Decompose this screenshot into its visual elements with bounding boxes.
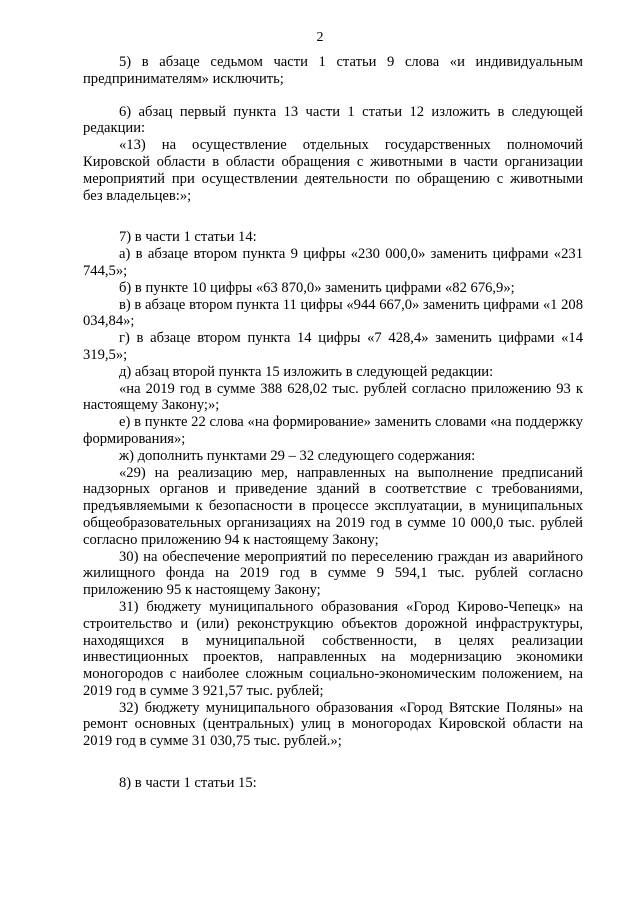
page-number: 2 bbox=[316, 30, 324, 45]
paragraph-item-7: 7) в части 1 статьи 14: bbox=[119, 229, 257, 246]
subitem-b: б) в пункте 10 цифры «63 870,0» заменить цифрами «82 676,9»; bbox=[119, 279, 515, 296]
quoted-item-13: «13) на осуществление отдельных государственных полномочий Кировской области в области обращения с животными в части организации мероприятий при осуществлении деятельности по обращению с животными без владельцев:»; bbox=[83, 137, 583, 204]
subitem-d-quote: «на 2019 год в сумме 388 628,02 тыс. рублей согласно приложению 93 к настоящему Закону;»; bbox=[83, 380, 583, 414]
subitem-g: г) в абзаце втором пункта 14 цифры «7 428,4» заменить цифрами «14 319,5»; bbox=[83, 330, 583, 363]
subitem-v: в) в абзаце втором пункта 11 цифры «944 667,0» заменить цифрами «1 208 034,84»; bbox=[83, 296, 583, 330]
paragraph-item-6: 6) абзац первый пункта 13 части 1 статьи 12 изложить в следующей редакции: bbox=[83, 103, 583, 137]
quoted-item-29: «29) на реализацию мер, направленных на выполнение предписаний надзорных органов и приведение зданий в соответствие с требованиями, предъявляемыми к безопасности в процессе эксплуатации, в муниципальных общеобразовательных организациях на 2019 год в сумме 10 000,0 тыс. рублей согласно приложению 94 к настоящему Закону; bbox=[83, 464, 583, 548]
subitem-e: е) в пункте 22 слова «на формирование» заменить словами «на поддержку формирования»; bbox=[83, 414, 583, 447]
paragraph-item-5: 5) в абзаце седьмом части 1 статьи 9 слова «и индивидуальным предпринимателям» исключить; bbox=[83, 54, 583, 87]
subitem-zh: ж) дополнить пунктами 29 – 32 следующего содержания: bbox=[119, 447, 476, 464]
subitem-a: а) в абзаце втором пункта 9 цифры «230 000,0» заменить цифрами «231 744,5»; bbox=[83, 246, 583, 279]
subitem-d: д) абзац второй пункта 15 изложить в следующей редакции: bbox=[119, 363, 494, 380]
quoted-item-31: 31) бюджету муниципального образования «Город Кирово-Чепецк» на строительство и (или) реконструкцию объектов дорожной инфраструктуры, находящихся в муниципальной собственности, в целях реализации инвестиционных проектов, направленных на модернизацию экономики моногородов с наиболее сложным социально-экономическим положением, на 2019 год в сумме 3 921,57 тыс. рублей; bbox=[83, 598, 583, 699]
paragraph-item-8: 8) в части 1 статьи 15: bbox=[119, 775, 257, 792]
document-body bbox=[83, 54, 583, 792]
quoted-item-32: 32) бюджету муниципального образования «Город Вятские Поляны» на ремонт основных (центральных) улиц в моногородах Кировской области на 2019 год в сумме 31 030,75 тыс. рублей.»; bbox=[83, 699, 583, 750]
quoted-item-30: 30) на обеспечение мероприятий по переселению граждан из аварийного жилищного фонда на 2019 год в сумме 9 594,1 тыс. рублей согласно приложению 95 к настоящему Закону; bbox=[83, 548, 583, 599]
